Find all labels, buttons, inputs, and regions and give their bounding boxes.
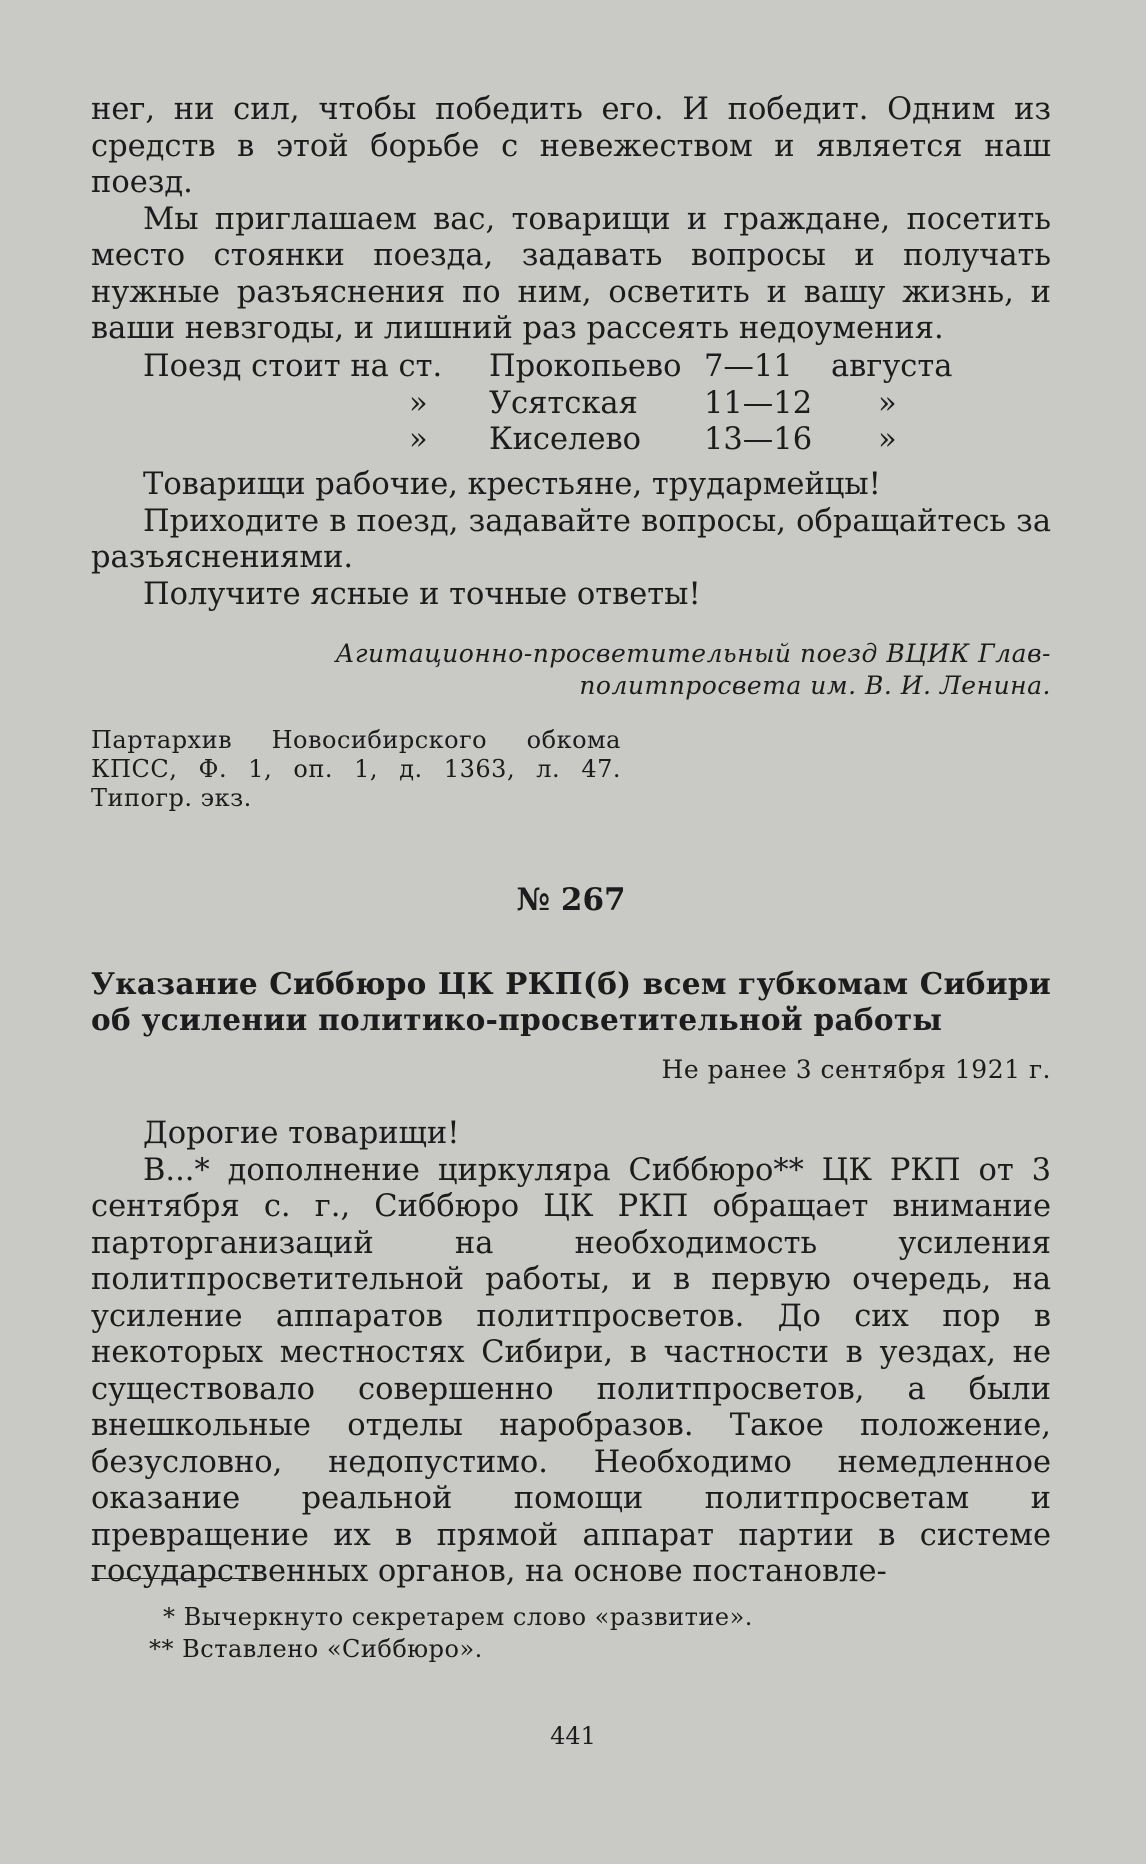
schedule-prefix: »	[409, 385, 428, 421]
paragraph-continuation: нег, ни сил, чтобы победить его. И победит. Одним из средств в этой борьбе с невежеством и является наш поезд.	[91, 92, 1051, 200]
greeting: Дорогие товарищи!	[143, 1116, 460, 1151]
footnote: * Вычеркнуто секретарем слово «развитие».	[163, 1603, 753, 1631]
document-title-block	[91, 966, 1051, 1046]
paragraph-invitation: Мы приглашаем вас, товарищи и граждане, посетить место стоянки поезда, задавать вопросы и получать нужные разъяснения по ним, осветить и вашу жизнь, и ваши невзгоды, и лишний раз рассеять недоумения.	[91, 201, 1051, 346]
schedule-dates: 7—11	[704, 349, 793, 384]
schedule	[91, 349, 1051, 469]
appeal	[91, 467, 1051, 613]
schedule-row	[91, 386, 1051, 423]
schedule-suffix: августа	[831, 349, 953, 384]
document-number: № 267	[516, 882, 626, 918]
schedule-row	[91, 422, 1051, 459]
schedule-station: Прокопьево	[489, 349, 682, 384]
document-date-block	[91, 1055, 1051, 1089]
schedule-dates: 13—16	[704, 422, 813, 457]
signature	[331, 638, 1051, 702]
signature-line: Агитационно-просветительный поезд ВЦИК Глав-	[335, 639, 1051, 668]
schedule-station: Усятская	[489, 385, 638, 421]
schedule-prefix: »	[409, 422, 428, 457]
schedule-station: Киселево	[489, 422, 642, 457]
appeal-line: Получите ясные и точные ответы!	[143, 576, 701, 612]
document-date: Не ранее 3 сентября 1921 г.	[661, 1055, 1051, 1084]
schedule-row	[91, 349, 1051, 386]
top-text	[91, 92, 1051, 348]
footnote: ** Вставлено «Сиббюро».	[149, 1635, 483, 1663]
footnotes	[91, 1578, 1051, 1678]
document-body	[91, 1116, 1051, 1591]
document-number-block	[91, 882, 1051, 922]
appeal-line: Товарищи рабочие, крестьяне, трудармейцы!	[143, 467, 881, 502]
schedule-intro: Поезд стоит на ст.	[143, 349, 443, 384]
archive-reference: Партархив Новосибирского обкома КПСС, Ф. 1, оп. 1, д. 1363, л. 47. Типогр. экз.	[91, 726, 621, 812]
schedule-suffix: »	[878, 385, 897, 421]
signature-line: политпросвета им. В. И. Ленина.	[579, 671, 1051, 700]
schedule-suffix: »	[878, 422, 897, 457]
page-number: 441	[550, 1722, 596, 1750]
schedule-dates: 11—12	[704, 385, 813, 421]
footnote-divider	[91, 1578, 266, 1579]
archive-block	[91, 726, 1051, 821]
signature-block	[91, 638, 1051, 708]
body-paragraph: В...* дополнение циркуляра Сиббюро** ЦК РКП от 3 сентября с. г., Сиббюро ЦК РКП обращает внимание парторганизаций на необходимость усиления политпросветительной работы, и в первую очередь, на усиление аппаратов политпросветов. До сих пор в некоторых местностях Сибири, в частности в уездах, не существовало совершенно политпросветов, а были внешкольные отделы наробразов. Такое положение, безусловно, недопустимо. Необходимо немедленное оказание реальной помощи политпросветам и превращение их в прямой аппарат партии в системе государственных органов, на основе постановле-	[91, 1152, 1051, 1589]
appeal-line: Приходите в поезд, задавайте вопросы, обращайтесь за разъяснениями.	[91, 503, 1051, 575]
document-title: Указание Сиббюро ЦК РКП(б) всем губкомам Сибири об усилении политико-просветительной работы	[91, 966, 1051, 1037]
